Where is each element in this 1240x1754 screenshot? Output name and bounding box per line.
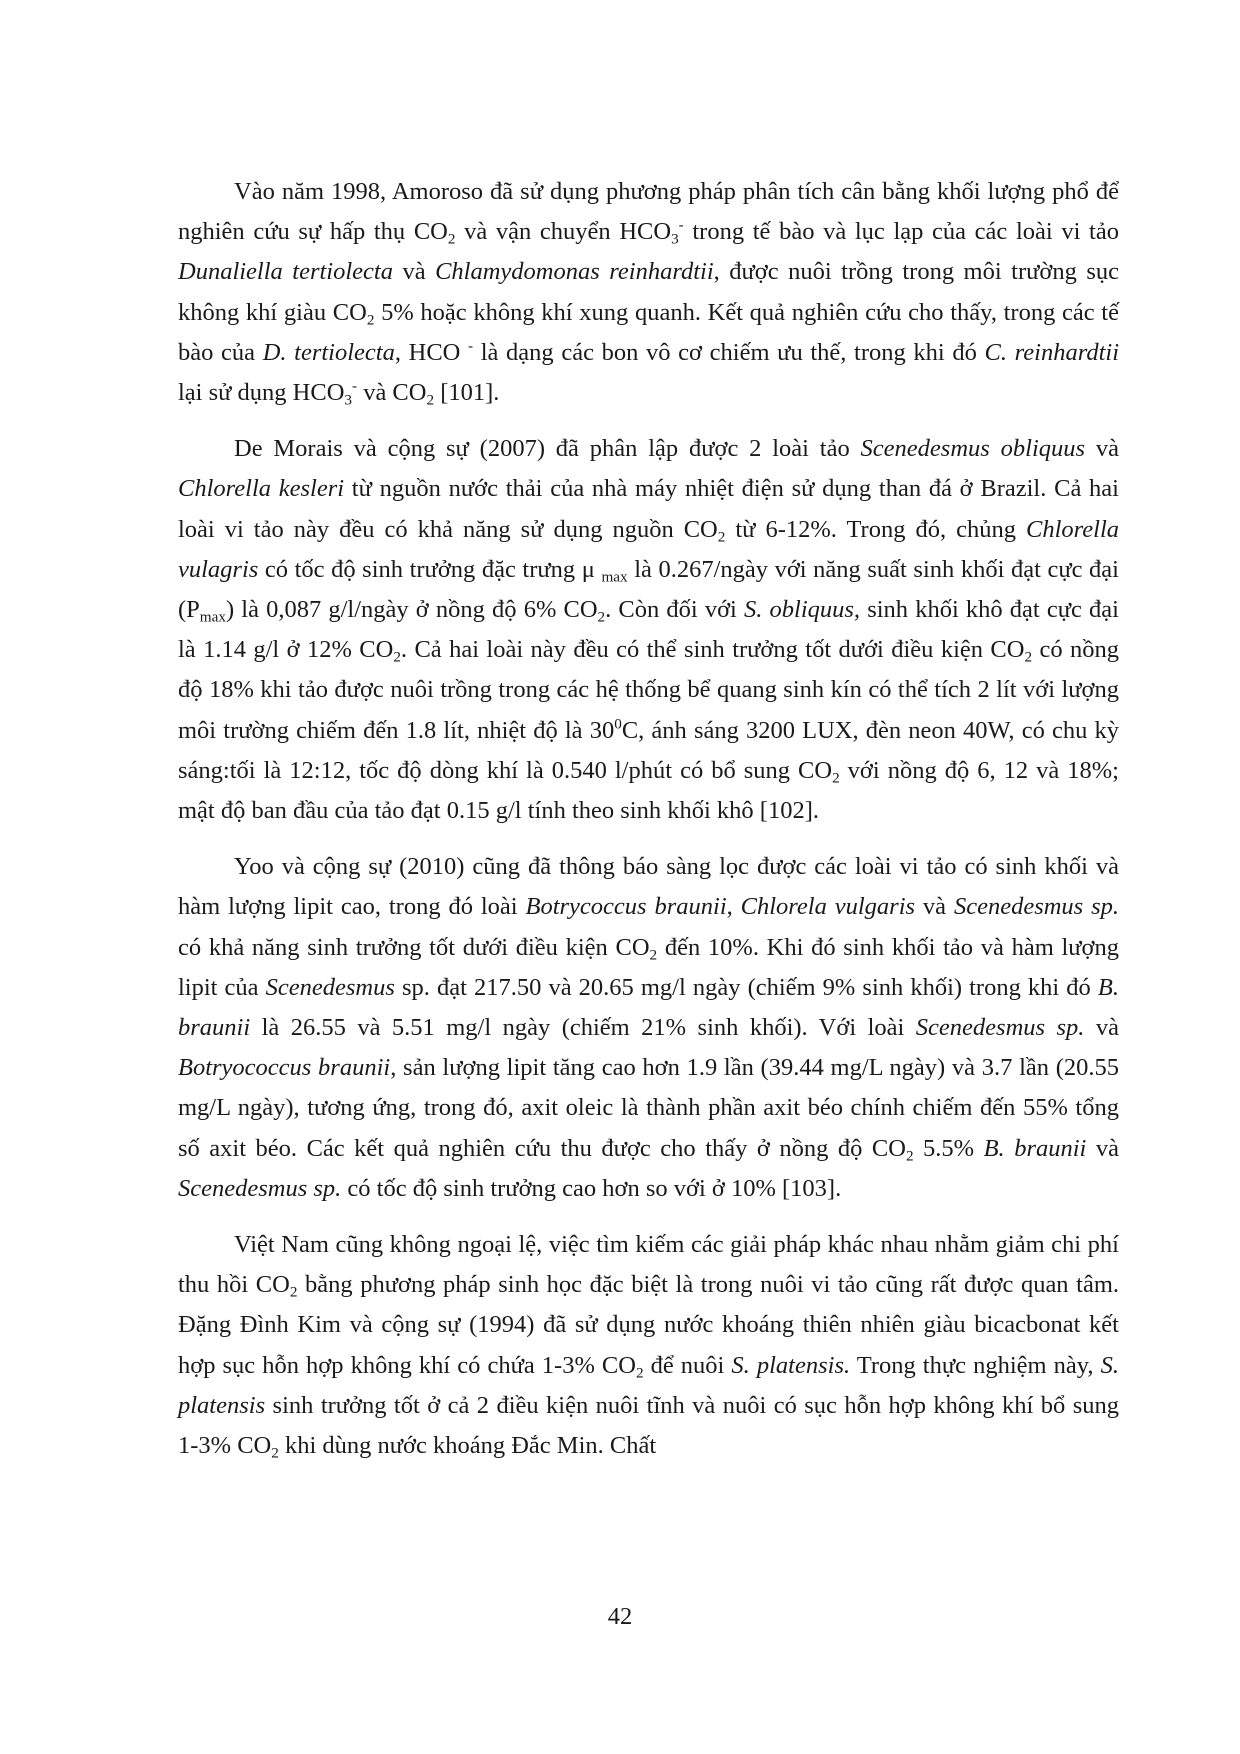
- italic-term: Chlorella kesleri: [178, 475, 345, 503]
- text-run: trong tế bào và lục lạp của các loài vi tảo: [683, 218, 1119, 246]
- text-run: có tốc độ sinh trưởng đặc trưng μ: [258, 555, 602, 583]
- sub-text: 2: [635, 1363, 644, 1381]
- italic-term: D. tertiolecta: [262, 338, 395, 366]
- paragraph-viet-nam: [178, 1225, 1119, 1466]
- italic-term: Scenedesmus obliquus: [860, 435, 1086, 463]
- text-run: với nồng độ 6, 12 và 18%; mật độ ban đầu của tảo đạt 0.15 g/l tính theo sinh khối khô [102].: [178, 756, 1119, 825]
- text-run: Việt Nam cũng không ngoại lệ, việc tìm kiếm các giải pháp khác nhau nhằm giảm chi phí thu hồi CO: [178, 1231, 1119, 1299]
- text-run: Trong thực nghiệm này,: [850, 1351, 1101, 1379]
- text-run: và: [915, 893, 954, 921]
- italic-term: Scenedesmus sp.: [915, 1014, 1085, 1042]
- text-run: sinh trưởng tốt ở cả 2 điều kiện nuôi tĩnh và nuôi có sục hỗn hợp không khí bổ sung 1-3% CO: [178, 1391, 1119, 1460]
- sub-text: 2: [905, 1146, 914, 1164]
- text-run: là dạng các bon vô cơ chiếm ưu thế, trong khi đó: [473, 338, 985, 366]
- italic-term: Scenedesmus sp.: [178, 1174, 342, 1202]
- text-run: và vận chuyển HCO: [455, 218, 672, 246]
- sub-text: 2: [366, 310, 375, 328]
- paragraph-yoo: [178, 847, 1119, 1209]
- sub-text: 3: [344, 391, 352, 409]
- italic-term: S. platensis.: [731, 1351, 851, 1379]
- sub-text: 2: [1024, 648, 1033, 666]
- page-number: 42: [607, 1603, 633, 1630]
- text-run: và: [1086, 1134, 1119, 1162]
- text-run: , được nuôi trồng trong môi trường sục không khí giàu CO: [178, 258, 1120, 326]
- italic-term: Scenedesmus: [265, 973, 395, 1001]
- sub-text: 2: [832, 769, 840, 787]
- sup-text: 0: [614, 715, 622, 733]
- text-run: Vào năm 1998, Amoroso đã sử dụng phương pháp phân tích cân bằng khối lượng phổ để nghiên cứu sự hấp thụ CO: [178, 178, 1119, 246]
- text-run: ) là 0,087 g/l/ngày ở nồng độ 6% CO: [225, 596, 598, 624]
- text-run: De Morais và cộng sự (2007) đã phân lập được 2 loài tảo: [234, 435, 861, 463]
- text-run: sp. đạt 217.50 và 20.65 mg/l ngày (chiếm 9% sinh khối) trong khi đó: [394, 973, 1098, 1001]
- text-run: Yoo và cộng sự (2010) cũng đã thông báo sàng lọc được các loài vi tảo có sinh khối và hàm lượng lipit cao, trong đó loài: [178, 853, 1119, 921]
- sub-text: 2: [393, 648, 401, 666]
- text-run: và: [1085, 435, 1119, 463]
- italic-term: S. obliquus,: [744, 596, 861, 624]
- text-run: khi dùng nước khoáng Đắc Min. Chất: [278, 1432, 657, 1460]
- text-run: 5% hoặc không khí xung quanh. Kết quả nghiên cứu cho thấy, trong các tế bào của: [178, 298, 1119, 366]
- sup-text: -: [468, 337, 474, 355]
- italic-term: B. braunii: [983, 1134, 1087, 1162]
- sub-text: 3: [671, 230, 679, 248]
- text-run: lại sử dụng HCO: [178, 379, 345, 407]
- text-run: , HCO: [394, 338, 469, 366]
- text-run: [101].: [434, 379, 500, 407]
- text-run: có nồng độ 18% khi tảo được nuôi trồng trong các hệ thống bể quang sinh kín có thể tích 2 lít với lượng môi trường chiếm đến 1.8 lít, nhiệt độ là 30: [178, 636, 1119, 744]
- text-run: để nuôi: [643, 1351, 732, 1379]
- sub-text: 2: [289, 1283, 298, 1301]
- text-run: sinh khối khô đạt cực đại là 1.14 g/l ở 12% CO: [178, 596, 1119, 664]
- text-run: . Cả hai loài này đều có thể sinh trưởng tốt dưới điều kiện CO: [400, 636, 1025, 664]
- italic-term: Chlorella vulagris: [178, 515, 1119, 583]
- italic-term: Chlamydomonas reinhardtii: [435, 258, 714, 286]
- sub-text: max: [199, 608, 226, 626]
- text-run: . Còn đối với: [605, 596, 745, 624]
- text-run: và: [392, 258, 436, 286]
- text-run: và: [1084, 1014, 1120, 1042]
- sub-text: 2: [649, 945, 658, 963]
- text-run: C, ánh sáng 3200 LUX, đèn neon 40W, có chu kỳ sáng:tối là 12:12, tốc độ dòng khí là 0.540 l/phút có bổ sung CO: [178, 716, 1119, 784]
- text-run: có tốc độ sinh trưởng cao hơn so với ở 10% [103].: [341, 1174, 842, 1202]
- sub-text: 2: [717, 527, 726, 545]
- text-run: từ 6-12%. Trong đó, chủng: [725, 515, 1026, 543]
- text-run: 5.5%: [913, 1134, 984, 1162]
- text-run: , sản lượng lipit tăng cao hơn 1.9 lần (39.44 mg/L ngày) và 3.7 lần (20.55 mg/L ngày), tương ứng, trong đó, axit oleic là thành phần axit béo chính chiếm đến 55% tổng số axit béo. Các kết quả nghiên cứu thu được cho thấy ở nồng độ CO: [178, 1054, 1119, 1162]
- sub-text: 2: [597, 608, 606, 626]
- sup-text: -: [352, 377, 358, 395]
- sub-text: 2: [426, 391, 435, 409]
- sub-text: 2: [271, 1444, 279, 1462]
- text-run: là 26.55 và 5.51 mg/l ngày (chiếm 21% sinh khối). Với loài: [250, 1014, 916, 1042]
- italic-term: Scenedesmus sp.: [953, 893, 1120, 921]
- sub-text: 2: [447, 230, 456, 248]
- italic-term: Dunaliella tertiolecta: [178, 258, 393, 286]
- sup-text: -: [678, 216, 684, 234]
- italic-term: S. platensis: [178, 1351, 1119, 1419]
- italic-term: Botrycoccus braunii: [525, 893, 727, 921]
- text-run: đến 10%. Khi đó sinh khối tảo và hàm lượng lipit của: [178, 933, 1119, 1001]
- text-run: bằng phương pháp sinh học đặc biệt là trong nuôi vi tảo cũng rất được quan tâm. Đặng Đình Kim và cộng sự (1994) đã sử dụng nước khoáng thiên nhiên giàu bicacbonat kết hợp sục hỗn hợp không khí có chứa 1-3% CO: [178, 1271, 1120, 1379]
- text-run: có khả năng sinh trưởng tốt dưới điều kiện CO: [178, 933, 650, 961]
- text-run: ,: [726, 893, 741, 921]
- italic-term: C. reinhardtii: [984, 338, 1120, 366]
- sub-text: max: [601, 568, 628, 586]
- italic-term: Botryococcus braunii: [178, 1054, 391, 1082]
- paragraph-amoroso: [178, 172, 1119, 413]
- italic-term: B. braunii: [178, 973, 1119, 1042]
- text-run: từ nguồn nước thải của nhà máy nhiệt điện sử dụng than đá ở Brazil. Cả hai loài vi tảo này đều có khả năng sử dụng nguồn CO: [178, 475, 1119, 543]
- paragraph-de-morais: [178, 429, 1119, 831]
- body-text: [178, 172, 1119, 1482]
- italic-term: Chlorela vulgaris: [740, 893, 916, 921]
- text-run: và CO: [357, 379, 427, 407]
- text-run: là 0.267/ngày với năng suất sinh khối đạt cực đại (P: [178, 555, 1119, 624]
